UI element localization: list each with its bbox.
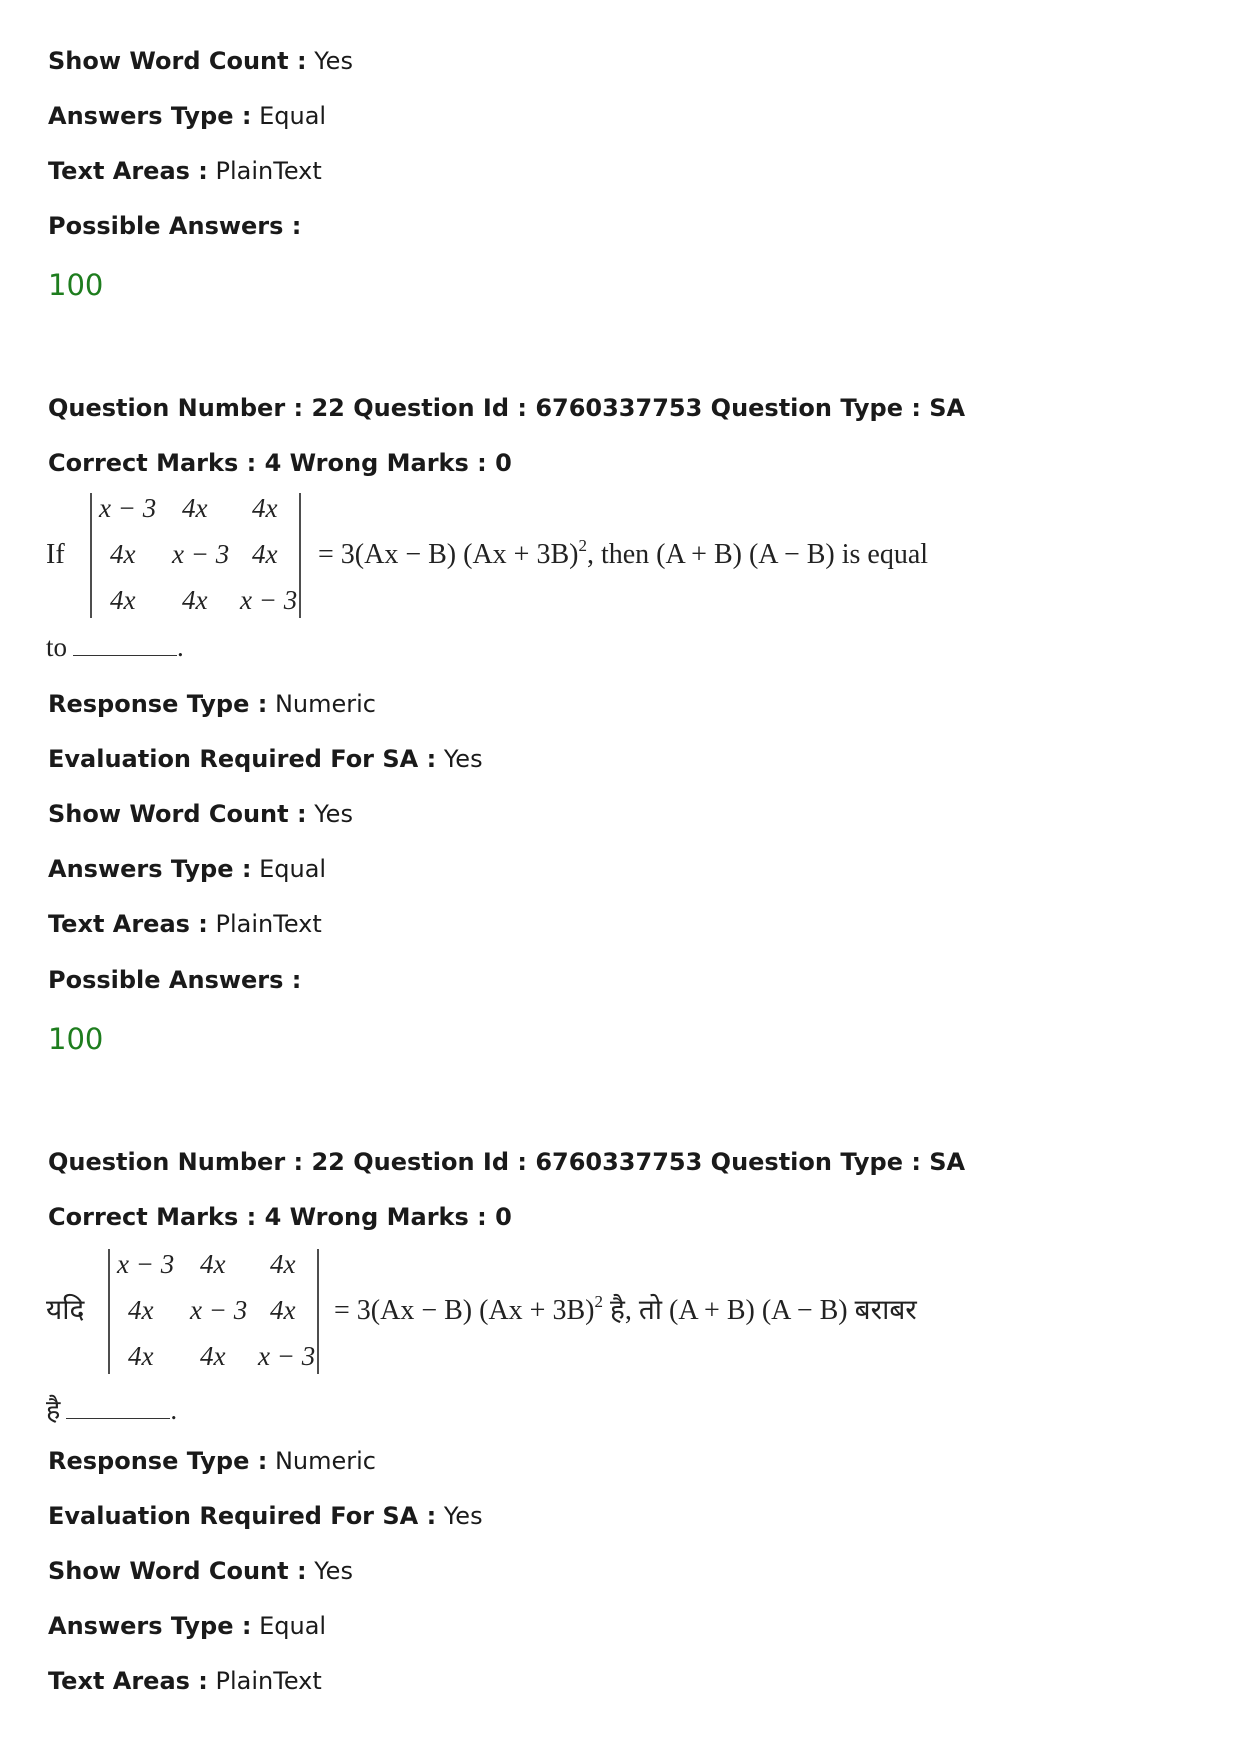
question-equation-en [44, 488, 964, 628]
show-word-count-row [48, 1556, 353, 1586]
question-tail [46, 1390, 177, 1427]
answers-type-row [48, 101, 326, 131]
field-value: Numeric [274, 1447, 376, 1475]
response-type-row [48, 689, 376, 719]
matrix-cell: x − 3 [117, 1249, 175, 1279]
matrix-cell: 4x [252, 539, 278, 569]
possible-answer-value: 100 [48, 1022, 104, 1056]
question-tail [46, 632, 184, 663]
matrix-cell: 4x [252, 493, 278, 523]
equation-rhs-b: , then (A + B) (A − B) is equal [586, 539, 929, 570]
field-value: Equal [259, 855, 327, 883]
question-equation-hi [44, 1244, 964, 1384]
question-tail-word: to [46, 632, 68, 662]
matrix-cell: x − 3 [172, 539, 230, 569]
text-areas-row [48, 909, 322, 939]
field-label: Answers Type : [48, 855, 252, 883]
matrix-cell: x − 3 [190, 1295, 248, 1325]
question-marks-text: Correct Marks : 4 Wrong Marks : 0 [48, 1203, 512, 1231]
field-label: Response Type : [48, 690, 268, 718]
matrix-cell: 4x [200, 1249, 226, 1279]
field-label: Evaluation Required For SA : [48, 745, 437, 773]
response-type-row [48, 1446, 376, 1476]
question-tail-word: है [46, 1395, 61, 1425]
field-value: Equal [259, 102, 327, 130]
field-label: Response Type : [48, 1447, 268, 1475]
field-label: Answers Type : [48, 102, 252, 130]
matrix-cell: 4x [182, 493, 208, 523]
matrix-cell: x − 3 [240, 585, 298, 615]
answers-type-row [48, 854, 326, 884]
question-tail-end: . [170, 1395, 178, 1425]
equation-rhs-b: है, तो (A + B) (A − B) बराबर [602, 1295, 917, 1326]
field-value: Yes [443, 745, 483, 773]
matrix-cell: 4x [270, 1295, 296, 1325]
possible-answers-row [48, 965, 301, 995]
possible-answer-value: 100 [48, 268, 104, 302]
question-header-text: Question Number : 22 Question Id : 6760337753 Question Type : SA [48, 394, 966, 422]
show-word-count-row [48, 799, 353, 829]
matrix-cell: 4x [270, 1249, 296, 1279]
question-header [48, 1147, 965, 1177]
equation-rhs [334, 1292, 917, 1326]
evaluation-row [48, 744, 483, 774]
field-value: PlainText [215, 1667, 322, 1695]
show-word-count-row [48, 46, 353, 76]
field-label: Show Word Count : [48, 47, 307, 75]
equation-rhs-sup: 2 [594, 1292, 603, 1311]
matrix-cell: 4x [110, 539, 136, 569]
field-value: PlainText [215, 910, 322, 938]
matrix-cell: 4x [200, 1341, 226, 1371]
field-value: PlainText [215, 157, 322, 185]
equation-rhs-sup: 2 [578, 536, 587, 555]
matrix-cell: 4x [128, 1295, 154, 1325]
field-label: Possible Answers : [48, 966, 302, 994]
field-label: Answers Type : [48, 1612, 252, 1640]
matrix-cell: x − 3 [99, 493, 157, 523]
if-word: यदि [46, 1295, 85, 1326]
question-tail-end: . [177, 632, 184, 662]
field-label: Text Areas : [48, 910, 208, 938]
equation-rhs-a: = 3(Ax − B) (Ax + 3B) [334, 1295, 595, 1326]
question-header [48, 393, 965, 423]
field-label: Text Areas : [48, 1667, 208, 1695]
field-value: Numeric [274, 690, 376, 718]
field-value: Yes [314, 800, 353, 828]
field-value: Equal [259, 1612, 327, 1640]
matrix-cell: 4x [110, 585, 136, 615]
field-label: Text Areas : [48, 157, 208, 185]
text-areas-row [48, 1666, 322, 1696]
question-marks [48, 448, 512, 478]
text-areas-row [48, 156, 322, 186]
answers-type-row [48, 1611, 326, 1641]
field-label: Show Word Count : [48, 800, 307, 828]
field-value: Yes [314, 1557, 353, 1585]
field-label: Evaluation Required For SA : [48, 1502, 437, 1530]
answer-blank [73, 633, 177, 656]
if-word: If [46, 539, 65, 570]
matrix-cell: x − 3 [258, 1341, 316, 1371]
question-header-text: Question Number : 22 Question Id : 6760337753 Question Type : SA [48, 1148, 966, 1176]
field-value: Yes [314, 47, 353, 75]
field-value: Yes [443, 1502, 483, 1530]
equation-rhs [318, 536, 928, 570]
question-marks-text: Correct Marks : 4 Wrong Marks : 0 [48, 449, 512, 477]
matrix-cell: 4x [182, 585, 208, 615]
possible-answers-row [48, 211, 301, 241]
question-marks [48, 1202, 512, 1232]
evaluation-row [48, 1501, 483, 1531]
equation-rhs-a: = 3(Ax − B) (Ax + 3B) [318, 539, 579, 570]
matrix-cell: 4x [128, 1341, 154, 1371]
field-label: Show Word Count : [48, 1557, 307, 1585]
answer-blank [66, 1396, 170, 1419]
field-label: Possible Answers : [48, 212, 302, 240]
